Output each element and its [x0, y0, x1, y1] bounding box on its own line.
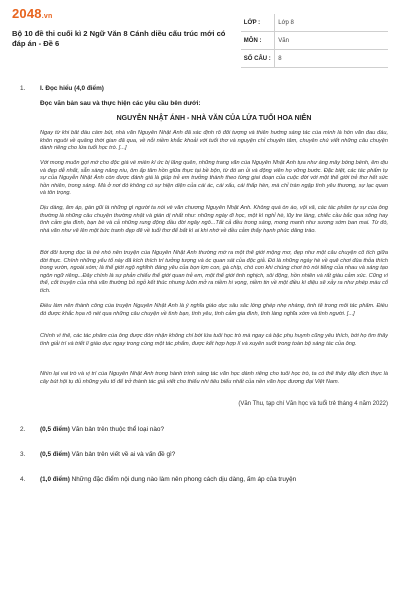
info-value: Lớp 8 — [275, 14, 388, 32]
info-value: 8 — [275, 50, 388, 68]
article-paragraph: Bởi đối tượng đọc là trẻ nhỏ nên truyện của Nguyễn Nhật Ánh thường mở ra một thế giới mộng mơ, đẹp như một câu chuyện cổ tích giữa đời thực. Chính những yếu tố này đã kích thích trí tưởng tượng và óc quan sát của độc giả. Đó là những ngày hè về quê chơi đùa thỏa thích trong vườn, ngoài xóm; là thế giới ngộ nghĩnh đáng yêu của bọn lợn con, gà chíp, chó con khi chúng chơi trò nói tiếng của nhau và sáng tạo ngôn ngữ riêng...Đây chính là sự phản chiếu thế giới quan trẻ em, một thế giới tinh nghịch, sôi động, hồn nhiên và rất giàu cảm xúc. Cũng vì thế, cốt truyện của nhà văn thường bỏ ngỏ kết thúc nhưng luôn mở ra niềm hi vọng, niềm tin về một điều kì diệu sẽ xảy ra như phép màu cổ tích. — [40, 250, 388, 294]
info-value: Văn — [275, 32, 388, 50]
article-paragraph: Chính vì thế, các tác phẩm của ông được đón nhận không chỉ bởi lứa tuổi học trò mà ngay cả bậc phụ huynh cũng yêu thích, bởi họ tìm thấy tính giải trí và triết lí giáo dục ngay trong cùng một tác phẩm, được kết hợp hợp lí và xuyên suốt trong toàn bộ sáng tác của ông. — [40, 333, 388, 347]
info-label: SỐ CÂU : — [241, 50, 275, 68]
question-number: 2. — [20, 426, 26, 433]
question-points: (0,5 điểm) — [40, 426, 70, 433]
logo-main: 2048 — [12, 6, 42, 21]
question-text: Văn bản trên viết về ai và vấn đề gì? — [69, 451, 176, 458]
article-paragraph: Ngay từ khi bắt đầu cầm bút, nhà văn Nguyễn Nhật Ánh đã xác định rõ đối tượng và thiên hướng sáng tác của mình là hồn văn đau đáu, khôn nguôi về quãng thời gian đã qua, về nỗi niềm khắc khoải với tuổi thơ và nguyện chỉ chuyên tâm, chuyên chú viết những câu chuyện dành riêng cho lứa tuổi học trò. [...] — [40, 130, 388, 152]
header — [12, 6, 388, 68]
logo-suffix: .vn — [41, 13, 53, 20]
question-points: (1,0 điểm) — [40, 476, 70, 483]
question-body — [40, 425, 164, 434]
site-logo[interactable] — [12, 6, 241, 22]
question-4 — [20, 475, 388, 484]
question-number: 1. — [20, 85, 26, 92]
question-1 — [20, 84, 388, 409]
question-number: 3. — [20, 451, 26, 458]
article-paragraph: Nhìn lại vai trò và vị trí của Nguyễn Nhật Ánh trong hành trình sáng tác văn học dành riêng cho tuổi học trò, ta có thể thấy đây đích thực là cây bút hội tụ đủ những yếu tố để trở thành tác giả viết cho thiếu nhi tiêu biểu nhất của nền văn học đương đại Việt Nam. — [40, 371, 388, 385]
section-title: I. Đọc hiểu (4,0 điểm) — [40, 85, 104, 92]
info-row-question-count — [241, 50, 388, 68]
article-paragraph: Với mong muốn gợi mở cho độc giả về miền kí ức bị lãng quên, những trang văn của Nguyễn Nhật Ánh tựa như áng mây bồng bềnh, êm dịu và đẹp dễ nhất, sẵn sàng nâng niu, ôm ấp tâm hồn giữa thực tại bề bộn, từ đó an ủi và động viên họ vững bước. Đặc biệt, các tác phẩm tự sự của Nguyễn Nhật Ánh còn được đánh giá là giúp trẻ em trưởng thành theo từng giai đoạn của cuộc đời với một thế giới trẻ thơ hết sức hồn nhiên, trong sáng. Mà ở nơi đó không có sự hiện diện của cái ác, cái xấu, cái thấp hèn, mà chỉ tràn ngập tình yêu thương, sự lạc quan và tôn trọng. — [40, 160, 388, 197]
article-paragraph: Dịu dàng, ấm áp, gần gũi là những gì người ta nói về văn chương Nguyễn Nhật Ánh. Không quá ồn ào, vội vã, các tác phẩm tự sự của ông thường là những câu chuyện thường nhật và gián dị nhất như: những ngày đi học, một kì nghỉ hè, lũy tre làng, chiếc cầu bắc qua sông hay tình cảm gia đình, bạn bè và cả những rung động đầu đời ngây ngô...Tất cả đều trong sáng, mong manh như sương sớm ban mai. Từ đó, nhà văn như vẽ lên một bức tranh đẹp đẽ về tuổi thơ để bất kì ai khi nhớ về đều cảm thấy hạnh phúc dâng trào. — [40, 205, 388, 234]
article-paragraph: Điều làm nên thành công của truyện Nguyễn Nhật Ánh là ý nghĩa giáo dục sâu sắc lồng ghép nhẹ nhàng, tinh tế trong mỗi tác phẩm. Điều đó được khắc họa rõ nét qua những câu chuyện về tình bạn, tình yêu, tình cảm gia đình, tình làng nghĩa xóm và tình người. [...] — [40, 303, 388, 317]
header-left — [12, 6, 241, 68]
question-text: Những đặc điểm nội dung nào làm nên phong cách dịu dàng, ấm áp của truyện — [69, 476, 297, 483]
question-number: 4. — [20, 476, 26, 483]
article-title: NGUYỄN NHẬT ÁNH - NHÀ VĂN CỦA LỨA TUỔI HOA NIÊN — [116, 115, 312, 122]
question-body — [40, 475, 296, 484]
question-text: Văn bản trên thuộc thể loại nào? — [69, 426, 164, 433]
document-title: Bộ 10 đề thi cuối kì 2 Ngữ Văn 8 Cánh diều cấu trúc mới có đáp án - Đề 6 — [12, 29, 226, 48]
question-points: (0,5 điểm) — [40, 451, 70, 458]
instruction: Đọc văn bản sau và thực hiện các yêu cầu bên dưới: — [40, 100, 201, 107]
info-row-class — [241, 14, 388, 32]
info-table — [241, 14, 388, 68]
info-row-subject — [241, 32, 388, 50]
question-body — [40, 450, 175, 459]
info-label: LỚP : — [241, 14, 275, 32]
exam-content — [12, 84, 388, 484]
question-2 — [20, 425, 388, 434]
article-source: (Văn Thu, tạp chí Văn học và tuổi trẻ tháng 4 năm 2022) — [238, 401, 388, 407]
question-3 — [20, 450, 388, 459]
info-label: MÔN : — [241, 32, 275, 50]
question-body — [40, 84, 388, 409]
